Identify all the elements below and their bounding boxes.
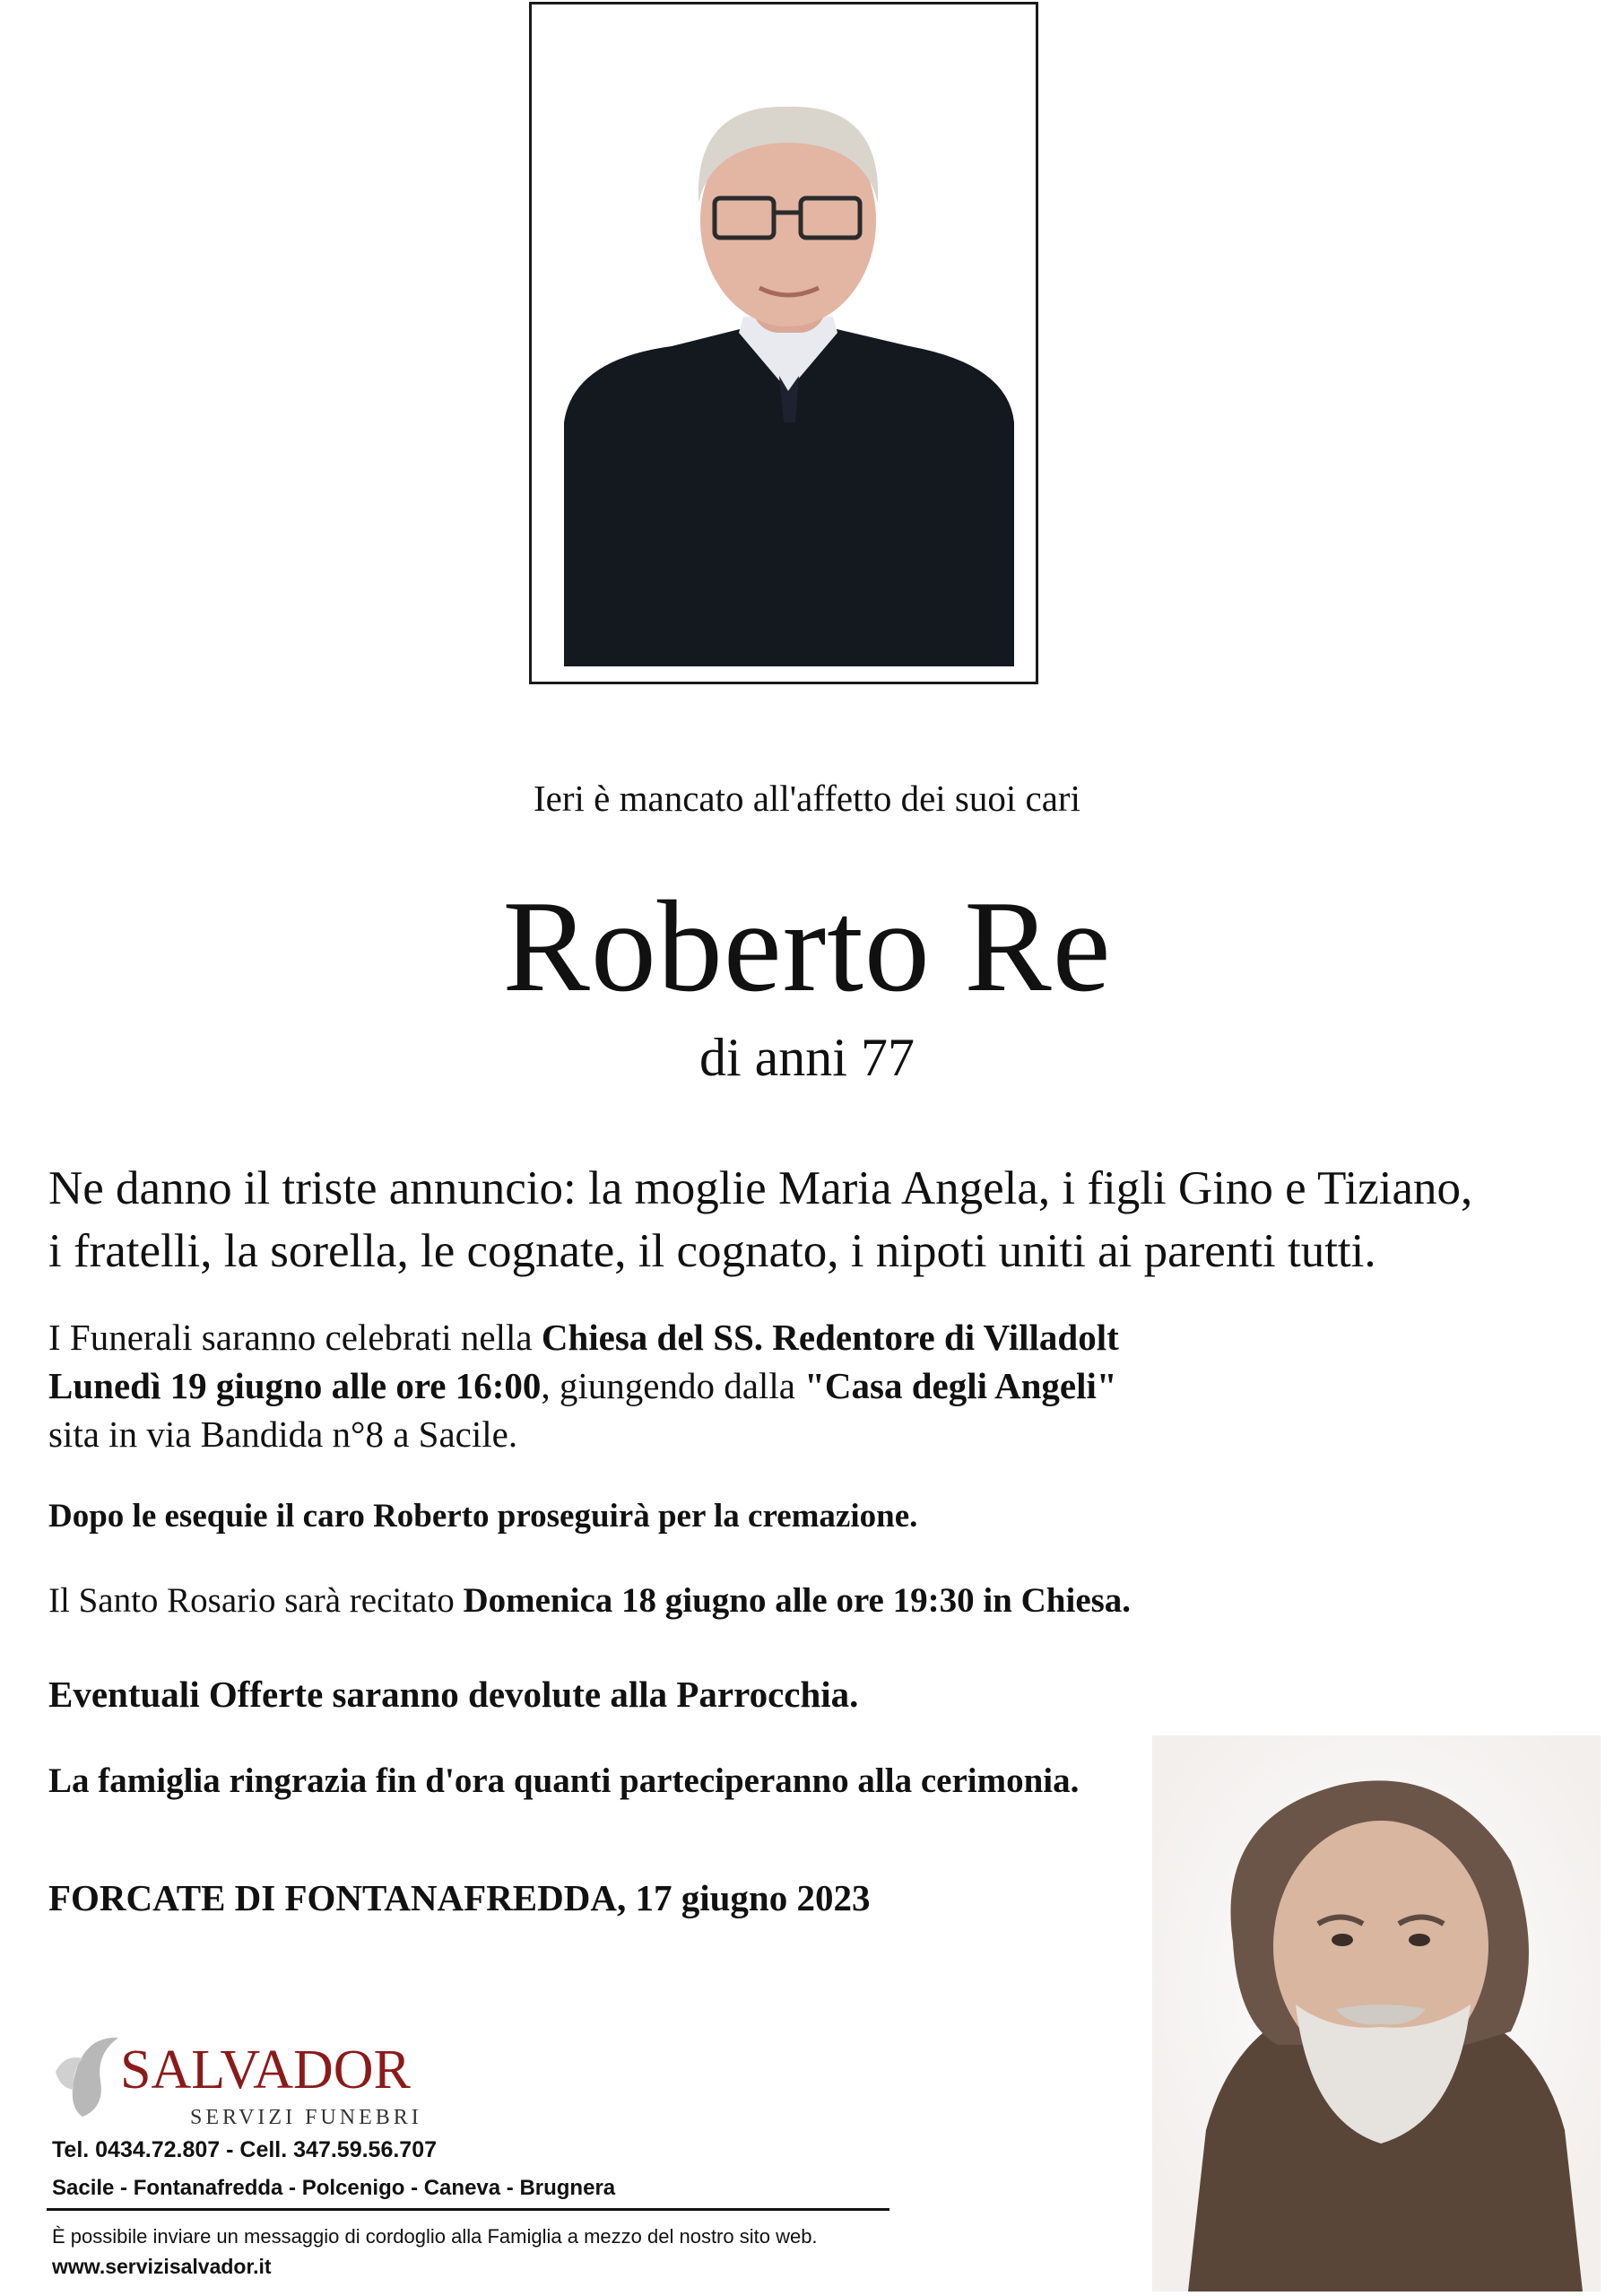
funeral-text: , giungendo dalla	[541, 1365, 805, 1406]
condolence-note: È possibile inviare un messaggio di cordoglio alla Famiglia a mezzo del nostro sito web.	[52, 2225, 818, 2248]
funeral-text: I Funerali saranno celebrati nella	[48, 1317, 542, 1358]
announcement-line: i fratelli, la sorella, le cognate, il cognato, i nipoti uniti ai parenti tutti.	[48, 1225, 1376, 1277]
funeral-address: sita in via Bandida n°8 a Sacile.	[48, 1413, 518, 1455]
footer-divider	[47, 2208, 889, 2211]
service-towns: Sacile - Fontanafredda - Polcenigo - Caneva - Brugnera	[52, 2176, 616, 2200]
thanks-note: La famiglia ringrazia fin d'ora quanti parteciperanno alla cerimonia.	[48, 1761, 1080, 1800]
deceased-age: di anni 77	[699, 1028, 915, 1087]
rosary-note	[48, 1580, 1573, 1621]
funeral-details	[48, 1313, 1573, 1458]
departure-place: "Casa degli Angeli"	[804, 1365, 1117, 1406]
rosary-date: Domenica 18 giugno alle ore 19:30 in Chiesa.	[463, 1581, 1132, 1620]
saint-image	[1152, 1735, 1601, 2292]
portrait-photo	[564, 37, 1014, 666]
website-link[interactable]: www.servizisalvador.it	[52, 2255, 272, 2278]
logo-subtitle: SERVIZI FUNEBRI	[190, 2106, 422, 2129]
church-name: Chiesa del SS. Redentore di Villadolt	[541, 1317, 1119, 1358]
portrait-frame	[529, 2, 1038, 684]
funeral-date: Lunedì 19 giugno alle ore 16:00	[48, 1365, 542, 1406]
logo-brand: SALVADOR	[120, 2039, 411, 2100]
rosary-text: Il Santo Rosario sarà recitato	[48, 1581, 464, 1620]
announcement-line: Ne danno il triste annuncio: la moglie Maria Angela, i figli Gino e Tiziano,	[48, 1162, 1473, 1214]
salvador-logo	[47, 2018, 459, 2135]
cremation-note: Dopo le esequie il caro Roberto proseguirà per la cremazione.	[48, 1498, 918, 1535]
intro-text: Ieri è mancato all'affetto dei suoi cari	[534, 778, 1080, 819]
announcement	[48, 1157, 1573, 1283]
phone-numbers: Tel. 0434.72.807 - Cell. 347.59.56.707	[52, 2137, 438, 2162]
deceased-name: Roberto Re	[502, 874, 1112, 1019]
offers-note: Eventuali Offerte saranno devolute alla Parrocchia.	[48, 1674, 859, 1715]
place-date: FORCATE DI FONTANAFREDDA, 17 giugno 2023	[48, 1877, 871, 1918]
